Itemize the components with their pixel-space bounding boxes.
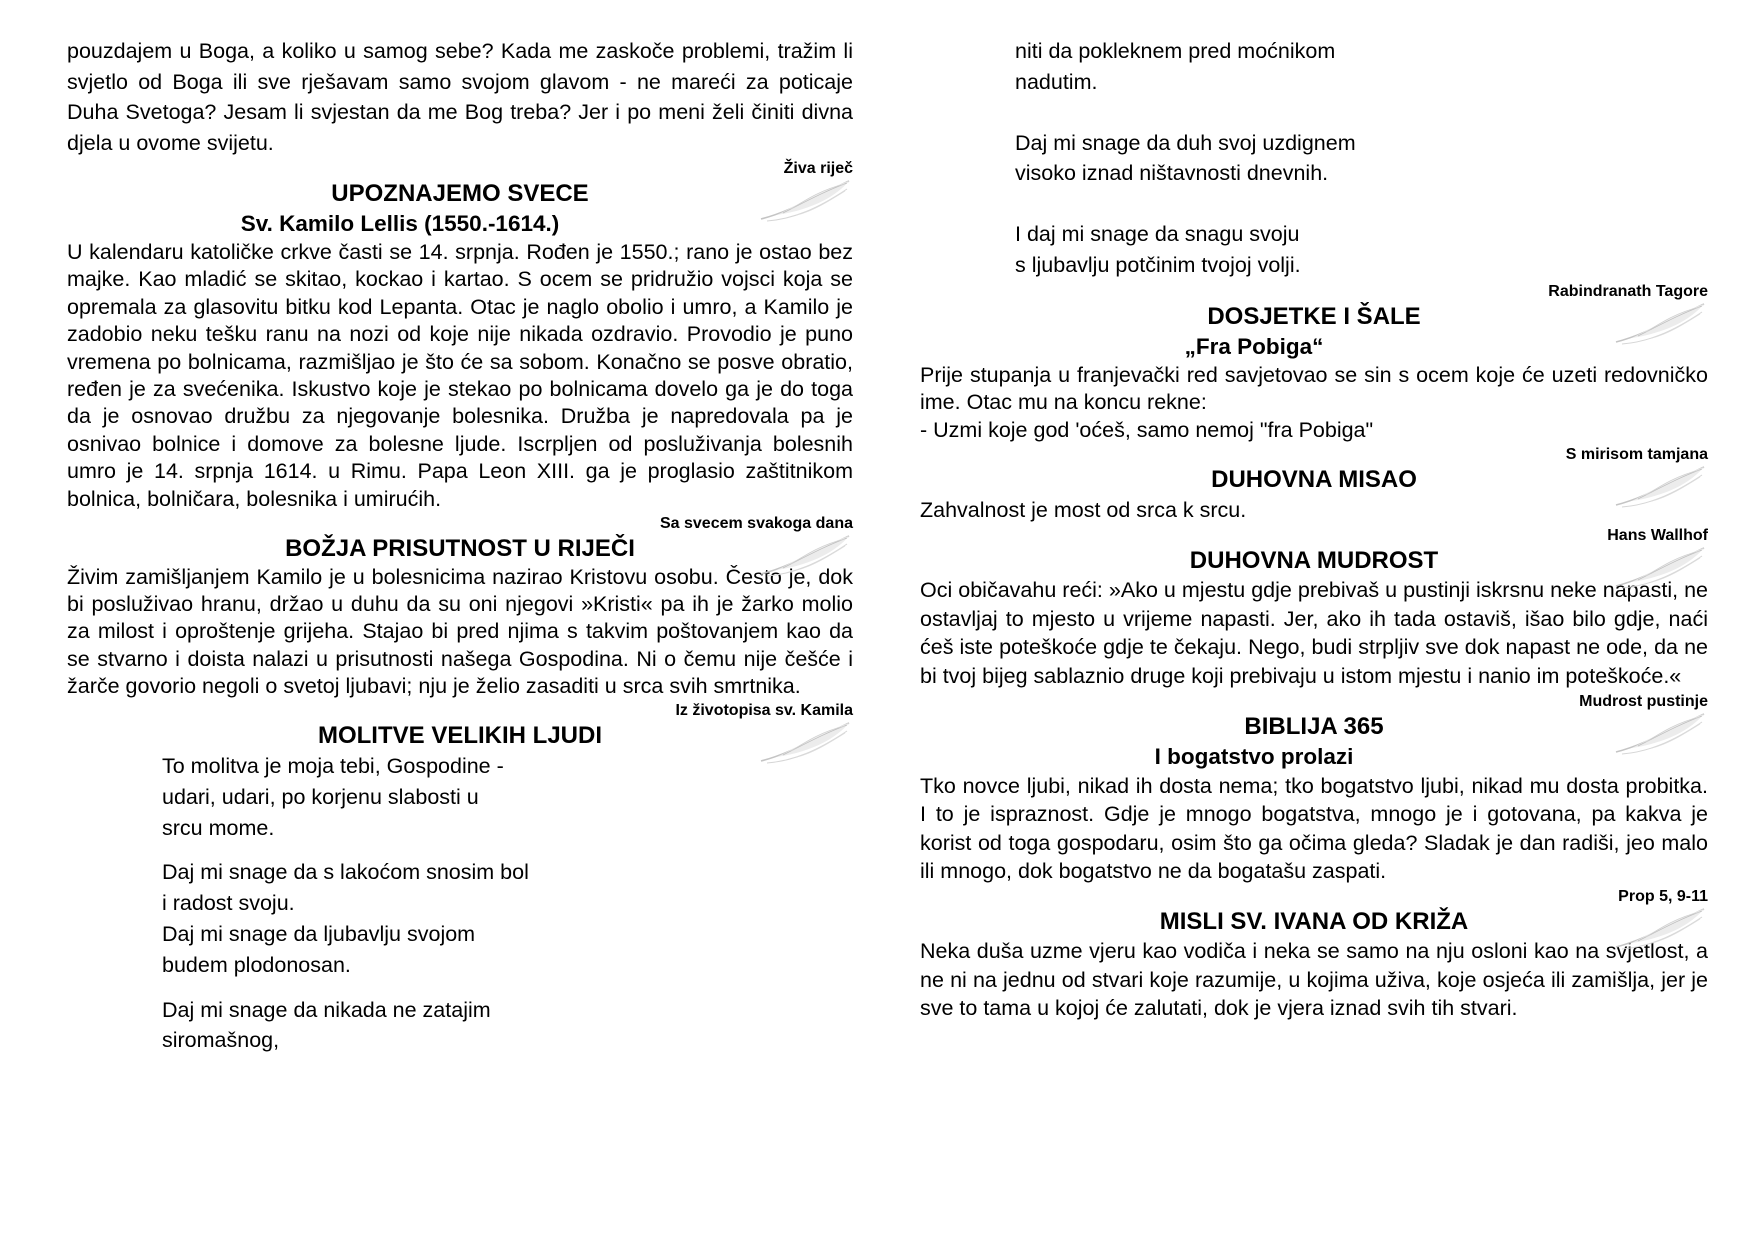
poem-line: To molitva je moja tebi, Gospodine - xyxy=(162,754,504,779)
poem-stanza xyxy=(1015,36,1708,98)
thought-heading-text: DUHOVNA MISAO xyxy=(1211,466,1417,494)
feather-icon xyxy=(757,530,853,580)
poem-line: Daj mi snage da s lakoćom snosim bol xyxy=(162,860,529,885)
jokes-body: Prije stupanja u franjevački red savjetovao se sin s ocem koje će uzeti redovničko ime. Otac mu na koncu rekne: xyxy=(920,362,1708,415)
right-column xyxy=(920,36,1708,1023)
prayer-poem-left xyxy=(67,751,853,1056)
feather-icon xyxy=(1612,461,1708,511)
poem-line: nadutim. xyxy=(1015,69,1098,94)
jokes-subheading: „Fra Pobiga“ xyxy=(1184,333,1324,359)
bible-heading xyxy=(920,712,1708,742)
presence-heading xyxy=(67,534,853,564)
poem-line: niti da pokleknem pred moćnikom xyxy=(1015,39,1336,63)
feather-icon xyxy=(1612,298,1708,348)
poem-line: I daj mi snage da snagu svoju xyxy=(1015,222,1300,247)
feather-icon xyxy=(1612,903,1708,953)
saints-source: Sa svecem svakoga dana xyxy=(659,515,853,533)
thought-source: Hans Wallhof xyxy=(1607,527,1708,545)
presence-body: Živim zamišljanjem Kamilo je u bolesnicima nazirao Kristovu osobu. Često je, dok bi posluživao hranu, držao u duhu da su oni njegovi »Kristi« pa ih je žarko molio za milost i oproštenje grijeha. Stajao bi pred njima s takvim poštovanjem kao da se stvarno i doista nalazi u prisutnosti našega Gospodina. Ni o čemu nije češće i žarče govorio negoli o svetoj ljubavi; nju je želio zasaditi u srca svih smrtnika. xyxy=(67,565,853,698)
john-body: Neka duša uzme vjeru kao vodiča i neka se samo na nju osloni kao na svjetlost, a ne ni na jednu od stvari koje razumije, u kojima uživa, koje osjeća ili zamišlja, jer je sve to tama u kojoj će zalutati, dok je vjera iznad svih tih stvari. xyxy=(920,939,1708,1021)
wisdom-body: Oci običavahu reći: »Ako u mjestu gdje prebivaš u pustinji iskrsnu neke napasti, ne ostavljaj to mjesto u vrijeme napasti. Jer, ako ih tada ostaviš, išao bilo gdje, naći ćeš iste poteškoće gdje te čekaju. Nego, budi strpljiv sve dok napast ne ode, da ne bi tvoj bijeg sablaznio druge koji prebivaju u istom mjestu i nanio im poteškoće.« xyxy=(920,578,1708,689)
wisdom-source: Mudrost pustinje xyxy=(1579,692,1708,710)
jokes-heading-text: DOSJETKE I ŠALE xyxy=(1207,302,1421,330)
poem-stanza xyxy=(1015,128,1708,190)
jokes-source: S mirisom tamjana xyxy=(1565,446,1708,464)
bible-subheading: I bogatstvo prolazi xyxy=(1154,743,1354,769)
poem-line: udari, udari, po korjenu slabosti u xyxy=(162,784,479,809)
bible-body: Tko novce ljubi, nikad ih dosta nema; tko bogatstvo ljubi, nikad mu dosta probitka. I to je ispraznost. Gdje je mnogo bogatstva, mnogo je i gotovana, pa kakva je korist od toga gospodaru, osim što ga očima gleda? Sladak je dan radiši, jeo malo ili mnogo, dok bogatstvo ne da bogatašu zaspati. xyxy=(920,773,1708,884)
feather-icon xyxy=(757,175,853,225)
intro-paragraph: pouzdajem u Boga, a koliko u samog sebe? Kada me zaskoče problemi, tražim li svjetlo od Boga ili sve rješavam samo svojom glavom - ne mareći za poticaje Duha Svetoga? Jesam li svjestan da me Bog treba? Jer i po meni želi činiti divna djela u ovome svijetu. xyxy=(67,39,853,155)
poem-line: visoko iznad ništavnosti dnevnih. xyxy=(1015,161,1329,186)
poem-stanza xyxy=(162,995,853,1057)
saints-heading xyxy=(67,179,853,209)
feather-icon xyxy=(1612,542,1708,592)
prayers-heading-text: MOLITVE VELIKIH LJUDI xyxy=(317,722,602,750)
presence-heading-text: BOŽJA PRISUTNOST U RIJEČI xyxy=(285,535,635,563)
wisdom-heading xyxy=(920,546,1708,576)
poem-line: i radost svoju. xyxy=(162,891,295,916)
feather-icon xyxy=(1612,708,1708,758)
poem-line: siromašnog, xyxy=(162,1028,280,1053)
thought-body: Zahvalnost je most od srca k srcu. xyxy=(920,498,1247,523)
prayers-heading xyxy=(67,721,853,751)
saints-subheading: Sv. Kamilo Lellis (1550.-1614.) xyxy=(240,211,560,236)
poem-stanza xyxy=(162,751,853,843)
feather-icon xyxy=(757,717,853,767)
jokes-heading xyxy=(920,302,1708,332)
poem-line: s ljubavlju potčinim tvojoj volji. xyxy=(1015,252,1301,277)
poem-line: srcu mome. xyxy=(162,815,275,840)
jokes-quote: - Uzmi koje god 'oćeš, samo nemoj "fra Pobiga" xyxy=(920,417,1374,442)
prayer-poem-right xyxy=(920,36,1708,281)
poem-line: Daj mi snage da duh svoj uzdignem xyxy=(1015,130,1356,155)
poem-line: Daj mi snage da nikada ne zatajim xyxy=(162,997,491,1022)
bible-source: Prop 5, 9-11 xyxy=(1618,888,1708,906)
saints-heading-text: UPOZNAJEMO SVECE xyxy=(331,180,589,207)
john-heading xyxy=(920,907,1708,937)
bible-heading-text: BIBLIJA 365 xyxy=(1244,712,1384,740)
poem-stanza xyxy=(1015,219,1708,281)
poem-source: Rabindranath Tagore xyxy=(1548,282,1708,300)
presence-source: Iz životopisa sv. Kamila xyxy=(675,702,853,720)
john-heading-text: MISLI SV. IVANA OD KRIŽA xyxy=(1159,908,1469,936)
intro-source: Živa riječ xyxy=(783,160,853,177)
poem-line: Daj mi snage da ljubavlju svojom xyxy=(162,922,476,947)
left-column xyxy=(67,36,853,1070)
saints-body: U kalendaru katoličke crkve časti se 14. srpnja. Rođen je 1550.; rano je ostao bez majke. Kao mladić se skitao, kockao i kartao. S ocem se pridružio vojsci koja se opremala za glasovitu bitku kod Lepanta. Otac je naglo obolio i umro, a Kamilo je zadobio neku tešku ranu na nozi od koje nije nikada ozdravio. Provodio je puno vremena po bolnicama, razmišljao je što će sa sobom. Konačno se posve obratio, ređen je za svećenika. Iskustvo koje je stekao po bolnicama dovelo ga je do toga da je osnovao družbu za njegovanje bolesnika. Družba je napredovala pa je osnivao bolnice i domove za bolesne ljude. Iscrpljen od posluživanja bolesnih umro je 14. srpnja 1614. u Rimu. Papa Leon XIII. ga je proglasio zaštitnikom bolnica, bolničara, bolesnika i umirućih. xyxy=(67,240,853,511)
wisdom-heading-text: DUHOVNA MUDROST xyxy=(1189,547,1439,575)
poem-stanza xyxy=(162,857,853,980)
thought-heading xyxy=(920,465,1708,495)
poem-line: budem plodonosan. xyxy=(162,952,351,977)
